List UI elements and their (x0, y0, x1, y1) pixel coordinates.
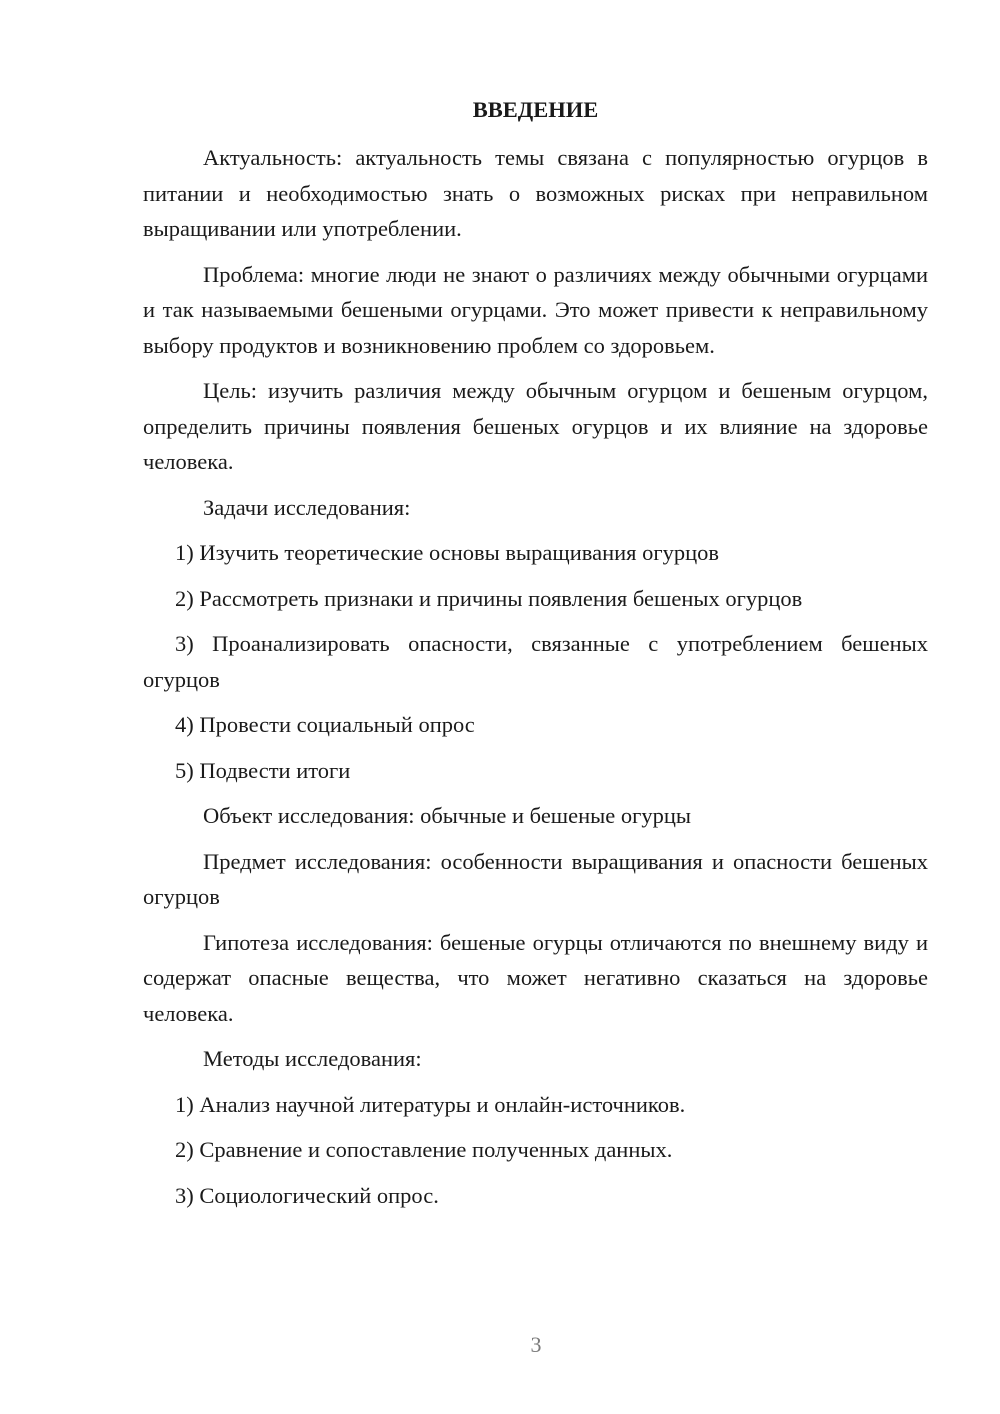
method-item: 3) Социологический опрос. (175, 1182, 439, 1208)
method-item: 2) Сравнение и сопоставление полученных данных. (175, 1137, 673, 1162)
problem-paragraph: Проблема: многие люди не знают о различиях между обычными огурцами и так называемыми бешеными огурцами. Это может привести к неправильному выбору продуктов и возникновению проблем со здоровьем. (143, 261, 928, 358)
task-item: 3) Проанализировать опасности, связанные с употреблением бешеных огурцов (143, 631, 928, 692)
page-number: 3 (530, 1332, 542, 1357)
tasks-label: Задачи исследования: (203, 494, 411, 520)
task-item: 1) Изучить теоретические основы выращивания огурцов (175, 540, 720, 565)
task-item: 4) Провести социальный опрос (175, 712, 475, 737)
task-item: 2) Рассмотреть признаки и причины появления бешеных огурцов (175, 585, 803, 611)
relevance-paragraph: Актуальность: актуальность темы связана с популярностью огурцов в питании и необходимостью знать о возможных рисках при неправильном выращивании или употреблении. (143, 145, 928, 241)
section-title: ВВЕДЕНИЕ (472, 97, 599, 122)
subject-paragraph: Предмет исследования: особенности выращивания и опасности бешеных огурцов (143, 848, 928, 909)
document-page (143, 92, 928, 1223)
object-paragraph: Объект исследования: обычные и бешеные огурцы (203, 803, 692, 828)
hypothesis-paragraph: Гипотеза исследования: бешеные огурцы отличаются по внешнему виду и содержат опасные вещества, что может негативно сказаться на здоровье человека. (143, 929, 928, 1026)
goal-paragraph: Цель: изучить различия между обычным огурцом и бешеным огурцом, определить причины появления бешеных огурцов и их влияние на здоровье человека. (143, 378, 928, 474)
method-item: 1) Анализ научной литературы и онлайн-источников. (175, 1091, 686, 1117)
task-item: 5) Подвести итоги (175, 757, 351, 783)
methods-label: Методы исследования: (203, 1046, 422, 1071)
